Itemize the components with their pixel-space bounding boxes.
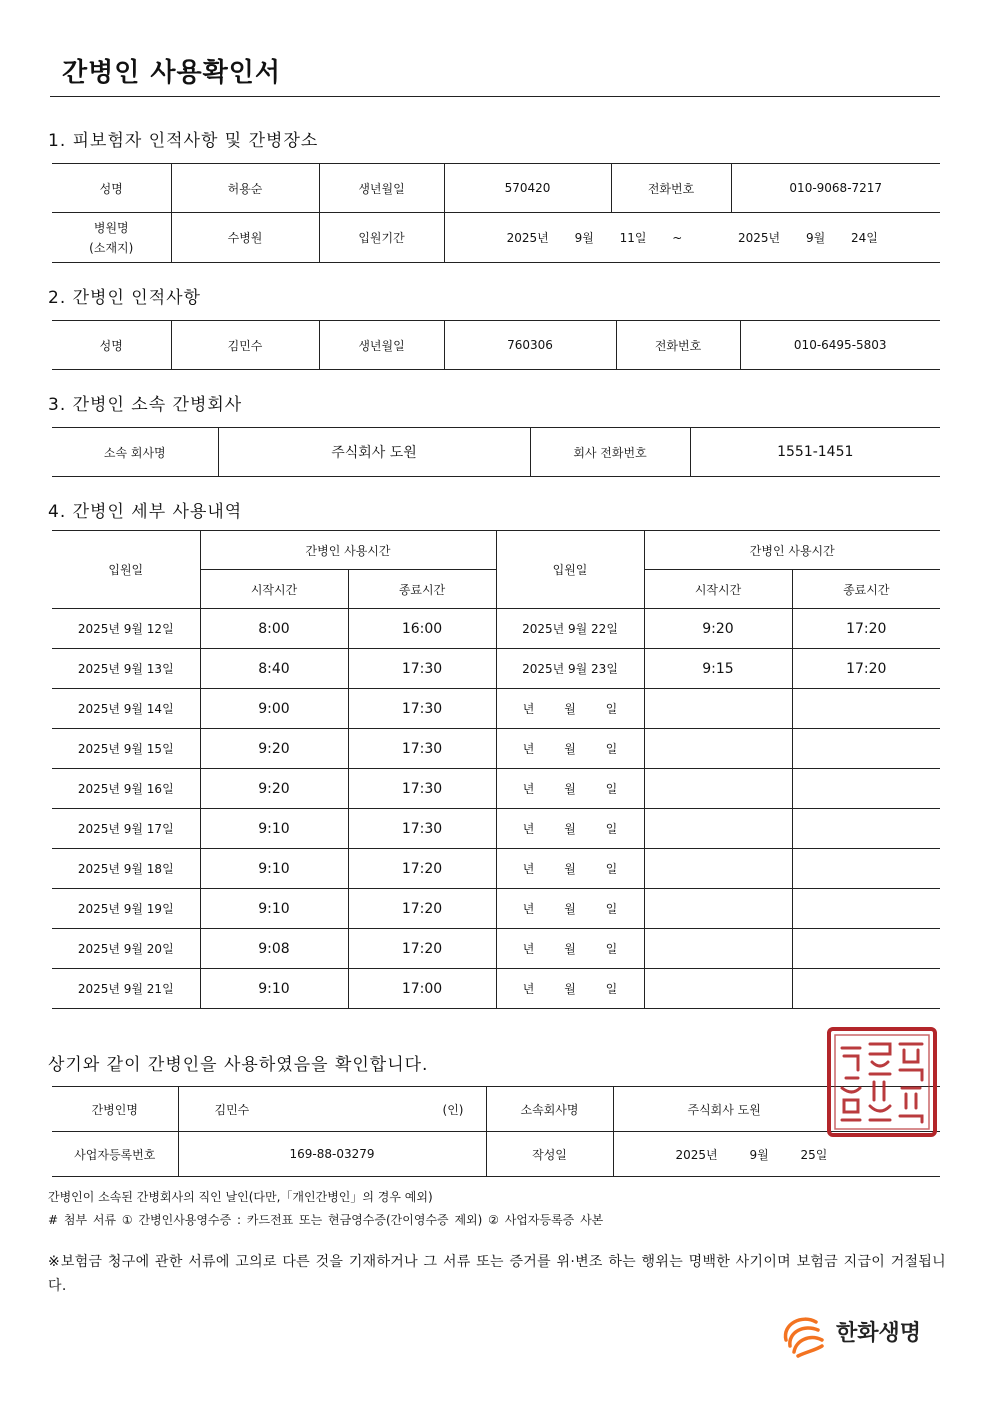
usage-start-right [644,729,792,769]
usage-end-left: 16:00 [348,609,496,649]
usage-end-left: 17:30 [348,729,496,769]
note-line1: 간병인이 소속된 간병회사의 직인 날인(다만,「개인간병인」의 경우 예외) [48,1190,433,1204]
usage-start-left: 9:10 [200,809,348,849]
usage-end-left: 17:20 [348,929,496,969]
usage-start-right [644,969,792,1009]
usage-header-start-left: 시작시간 [200,570,348,609]
insured-phone-label: 전화번호 [611,164,731,213]
usage-date-left: 2025년 9월 14일 [52,689,200,729]
admission-period [444,213,940,263]
usage-start-left: 9:20 [200,729,348,769]
note-line2: # 첨부 서류 ① 간병인사용영수증 : 카드전표 또는 현금영수증(간이영수증 제외) ② 사업자등록증 사본 [48,1213,604,1227]
usage-row [52,729,940,769]
period-start: 2025년 9월 11일 ~ [506,231,683,245]
brand-name: 한화생명 [836,1321,922,1346]
hospital-label-line1: 병원명 [93,220,129,235]
insured-birth: 570420 [444,164,611,213]
seal-mark: (인) [442,1102,464,1117]
usage-date-left: 2025년 9월 16일 [52,769,200,809]
caregiver-phone-label: 전화번호 [616,321,740,370]
usage-row [52,609,940,649]
usage-table [52,530,940,1009]
usage-end-right [792,969,940,1009]
usage-header-date-right: 입원일 [496,531,644,609]
usage-start-right [644,769,792,809]
company-phone: 1551-1451 [690,428,940,477]
write-date-label: 작성일 [486,1132,613,1177]
usage-start-right [644,689,792,729]
usage-row [52,849,940,889]
confirm-statement: 상기와 같이 간병인을 사용하였음을 확인합니다. [48,1055,429,1075]
usage-start-left: 9:10 [200,889,348,929]
usage-end-right [792,929,940,969]
usage-end-right [792,809,940,849]
usage-end-right [792,849,940,889]
usage-start-left: 8:40 [200,649,348,689]
period-label: 입원기간 [319,213,444,263]
usage-date-right: 2025년 9월 23일 [496,649,644,689]
usage-row [52,769,940,809]
confirm-company-label: 소속회사명 [486,1087,613,1132]
usage-start-left: 9:08 [200,929,348,969]
company-seal-stamp [826,1026,938,1138]
usage-end-left: 17:20 [348,849,496,889]
section1-heading: 1. 피보험자 인적사항 및 간병장소 [48,131,319,151]
usage-date-left: 2025년 9월 19일 [52,889,200,929]
caregiver-birth: 760306 [444,321,616,370]
usage-start-right [644,809,792,849]
usage-date-right: 2025년 9월 22일 [496,609,644,649]
usage-date-right: 년 월 일 [496,729,644,769]
usage-header-usage-left: 간병인 사용시간 [200,531,496,570]
section2-heading: 2. 간병인 인적사항 [48,288,201,308]
usage-start-right [644,849,792,889]
usage-date-left: 2025년 9월 17일 [52,809,200,849]
hanwha-logo-icon [778,1310,830,1362]
usage-date-left: 2025년 9월 15일 [52,729,200,769]
usage-header-usage-right: 간병인 사용시간 [644,531,940,570]
usage-start-left: 9:10 [200,849,348,889]
section3-heading: 3. 간병인 소속 간병회사 [48,395,243,415]
caregiver-name-label: 성명 [52,321,171,370]
insured-table [52,163,940,263]
usage-date-right: 년 월 일 [496,929,644,969]
usage-date-right: 년 월 일 [496,969,644,1009]
usage-end-right [792,729,940,769]
usage-date-right: 년 월 일 [496,689,644,729]
caregiver-name: 김민수 [171,321,319,370]
usage-end-left: 17:30 [348,649,496,689]
usage-end-right: 17:20 [792,609,940,649]
insured-phone: 010-9068-7217 [731,164,940,213]
usage-start-left: 9:00 [200,689,348,729]
usage-start-left: 8:00 [200,609,348,649]
usage-date-left: 2025년 9월 13일 [52,649,200,689]
usage-end-left: 17:20 [348,889,496,929]
usage-end-left: 17:30 [348,769,496,809]
usage-row [52,809,940,849]
usage-date-right: 년 월 일 [496,849,644,889]
hospital-label-line2: (소재지) [89,240,134,255]
usage-header-end-left: 종료시간 [348,570,496,609]
usage-end-right: 17:20 [792,649,940,689]
usage-end-left: 17:30 [348,809,496,849]
confirm-table [52,1086,940,1177]
usage-end-left: 17:30 [348,689,496,729]
usage-header-end-right: 종료시간 [792,570,940,609]
usage-start-right: 9:20 [644,609,792,649]
section4-heading: 4. 간병인 세부 사용내역 [48,502,243,522]
usage-end-right [792,689,940,729]
caregiver-table [52,320,940,370]
usage-row [52,689,940,729]
company-name: 주식회사 도원 [218,428,530,477]
fraud-warning: ※보험금 청구에 관한 서류에 고의로 다른 것을 기재하거나 그 서류 또는 증거를 위·변조 하는 행위는 명백한 사기이며 보험금 지급이 거절됩니다. [48,1254,946,1294]
usage-start-left: 9:10 [200,969,348,1009]
write-date-value: 2025년 9월 25일 [675,1147,828,1162]
confirm-company: 주식회사 도원 [613,1087,940,1132]
page-title: 간병인 사용확인서 [62,58,281,88]
bizno: 169-88-03279 [178,1132,486,1177]
caregiver-sign-label: 간병인명 [52,1087,178,1132]
write-date [613,1132,940,1177]
usage-row [52,889,940,929]
usage-end-right [792,769,940,809]
usage-start-right [644,889,792,929]
usage-row [52,929,940,969]
insured-name-label: 성명 [52,164,171,213]
title-divider [50,96,940,97]
insured-name: 허용순 [171,164,319,213]
usage-start-left: 9:20 [200,769,348,809]
caregiver-sign-cell [178,1087,486,1132]
usage-header-date-left: 입원일 [52,531,200,609]
usage-end-right [792,889,940,929]
insured-birth-label: 생년월일 [319,164,444,213]
caregiver-phone: 010-6495-5803 [740,321,940,370]
usage-date-right: 년 월 일 [496,769,644,809]
company-label: 소속 회사명 [52,428,218,477]
usage-row [52,969,940,1009]
hospital-name: 수병원 [171,213,319,263]
caregiver-birth-label: 생년월일 [319,321,444,370]
usage-date-left: 2025년 9월 21일 [52,969,200,1009]
usage-row [52,649,940,689]
usage-header-start-right: 시작시간 [644,570,792,609]
usage-date-right: 년 월 일 [496,889,644,929]
bizno-label: 사업자등록번호 [52,1132,178,1177]
company-phone-label: 회사 전화번호 [530,428,690,477]
usage-date-right: 년 월 일 [496,809,644,849]
caregiver-sign-name: 김민수 [214,1102,250,1117]
hospital-label [52,213,171,263]
period-end: 2025년 9월 24일 [738,231,878,245]
usage-date-left: 2025년 9월 12일 [52,609,200,649]
usage-start-right: 9:15 [644,649,792,689]
company-table [52,427,940,477]
usage-end-left: 17:00 [348,969,496,1009]
usage-date-left: 2025년 9월 18일 [52,849,200,889]
usage-start-right [644,929,792,969]
usage-date-left: 2025년 9월 20일 [52,929,200,969]
